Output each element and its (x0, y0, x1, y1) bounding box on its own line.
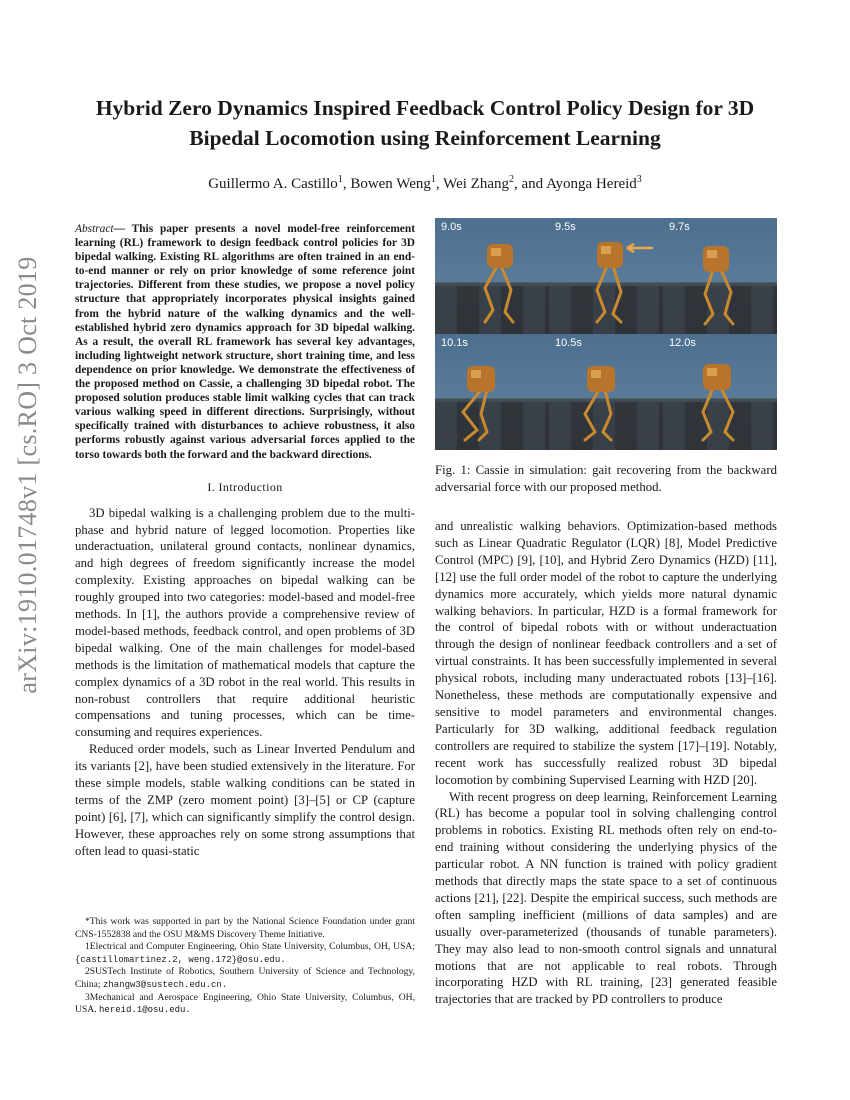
figure-panel (549, 218, 663, 334)
body-paragraph: With recent progress on deep learning, Reinforcement Learning (RL) has become a popular tool in solving challenging control problems in robotics. Existing RL methods often rely on end-to-end training without considering the underlying physics of the particular robot. A NN function is trained with policy gradient methods that directly maps the state space to a set of continuous actions [21], [22]. Despite the empirical success, such methods are often sampling inefficient (millions of data samples) and are usually over-parameterized (thousands of tunable parameters). They may also lead to non-smooth control signals and unnatural motions that are not applicable to real robots. Through incorporating HZD with RL training, [23] generated feasible trajectories that are tracked by PD controllers to produce (435, 789, 777, 1007)
author: Guillermo A. Castillo$^1$, (208, 174, 351, 192)
abstract: Abstract— This paper presents a novel model-free reinforcement learning (RL) framework to design feedback control policies for 3D bipedal walking. Existing RL algorithms are often trained in an end-to-end manner or rely on prior knowledge of some reference joint trajectories. Different from these studies, we propose a novel policy structure that appropriately incorporates physical insights gained from the hybrid nature of the walking dynamics and the well-established hybrid zero dynamics approach for 3D bipedal walking. As a result, the overall RL framework has several key advantages, including lightweight network structure, short training time, and less dependence on prior knowledge. We demonstrate the effectiveness of the proposed method on Cassie, a challenging 3D bipedal robot. The proposed solution produces stable limit walking cycles that can track various walking speed in different directions. Surprisingly, without specifically trained with disturbances to achieve robustness, it also performs robustly against various adversarial forces applied to the torso towards both the forward and the backward directions. (75, 223, 415, 461)
figure-panel (663, 334, 777, 450)
footnotes (75, 916, 415, 1017)
right-column (435, 218, 777, 1008)
body-paragraph: Reduced order models, such as Linear Inverted Pendulum and its variants [2], have been studied extensively in the literature. For these simple models, stable walking conditions can be stated in terms of the ZMP (zero moment point) [3]–[5] or CP (capture point) [6], [7], which can significantly simplify the control design. However, these approaches rely on some strong assumptions that often lead to quasi-static (75, 742, 415, 858)
robot-icon (549, 218, 663, 334)
footnote-affiliation-2: 2SUSTech Institute of Robotics, Southern University of Science and Technology, China; zhangw3@sustech.edu.cn. (75, 966, 415, 990)
robot-icon (549, 334, 663, 450)
author: Ayonga Hereid$^3$ (546, 174, 642, 192)
footnote-affiliation-1: 1Electrical and Computer Engineering, Ohio State University, Columbus, OH, USA; {castillomartinez.2, weng.172}@osu.edu. (75, 941, 415, 965)
panel-timestamp: 12.0s (669, 337, 696, 349)
section-heading: I. Introduction (207, 479, 283, 494)
left-column (75, 222, 415, 860)
panel-timestamp: 9.0s (441, 221, 462, 233)
panel-timestamp: 10.5s (555, 337, 582, 349)
figure-panel (549, 334, 663, 450)
body-paragraph: 3D bipedal walking is a challenging problem due to the multi-phase and hybrid nature of legged locomotion. Properties like underactuation, unilateral ground contacts, nonlinear dynamics, and high degrees of freedom significantly increase the model complexity. Existing approaches on bipedal walking can be roughly grouped into two categories: model-based and model-free methods. In [1], the authors provide a comprehensive review of model-based methods, feedback control, and open problems of 3D bipedal walking. One of the main challenges for model-based methods is the limitation of mathematical models that capture the complex dynamics of a 3D robot in the real world. This results in non-robust controllers that require additional heuristic compensations and tuning processes, which can be time-consuming and requires experiences. (75, 505, 415, 740)
footnote-funding: *This work was supported in part by the National Science Foundation under grant CNS-1552838 and the OSU M&MS Discovery Theme Initiative. (75, 916, 415, 940)
arxiv-identifier: arXiv:1910.01748v1 [cs.RO] 3 Oct 2019 (13, 256, 42, 694)
robot-icon (435, 218, 549, 334)
robot-icon (663, 218, 777, 334)
figure-panel (435, 218, 549, 334)
robot-icon (435, 334, 549, 450)
paper-title: Hybrid Zero Dynamics Inspired Feedback Control Policy Design for 3D Bipedal Locomotion using Reinforcement Learning (95, 96, 755, 150)
footnote-affiliation-3: 3Mechanical and Aerospace Engineering, Ohio State University, Columbus, OH, USA. hereid.1@osu.edu. (75, 991, 415, 1016)
figure-caption: Fig. 1: Cassie in simulation: gait recovering from the backward adversarial force with our proposed method. (435, 463, 777, 494)
figure-panel (663, 218, 777, 334)
panel-timestamp: 9.7s (669, 221, 690, 233)
figure-panel (435, 334, 549, 450)
author: Bowen Weng$^1$, (350, 174, 444, 192)
panel-timestamp: 9.5s (555, 221, 576, 233)
robot-icon (663, 334, 777, 450)
author: Wei Zhang$^2$, and (443, 174, 547, 192)
panel-timestamp: 10.1s (441, 337, 468, 349)
body-paragraph: and unrealistic walking behaviors. Optimization-based methods such as Linear Quadratic Regulator (LQR) [8], Model Predictive Control (MPC) [9], [10], and Hybrid Zero Dynamics (HZD) [11], [12] use the full order model of the robot to capture the underlying dynamics more accurately, which yields more natural dynamic walking behaviors. In particular, HZD is a formal framework for the control of bipedal robots with or without underactuation through the design of nonlinear feedback controllers and a set of virtual constraints. It has been successfully implemented in several physical robots, including many underactuated robots [13]–[16]. Nonetheless, these methods are computationally expensive and sensitive to model parameters and environmental changes. Particularly for 3D walking, additional feedback regulation controllers are required to stabilize the system [17]–[19]. Notably, recent work has successfully realized robust 3D bipedal locomotion by combining Supervised Learning with HZD [20]. (435, 519, 777, 787)
figure-cassie-simulation (435, 218, 777, 450)
author-list (70, 174, 780, 193)
